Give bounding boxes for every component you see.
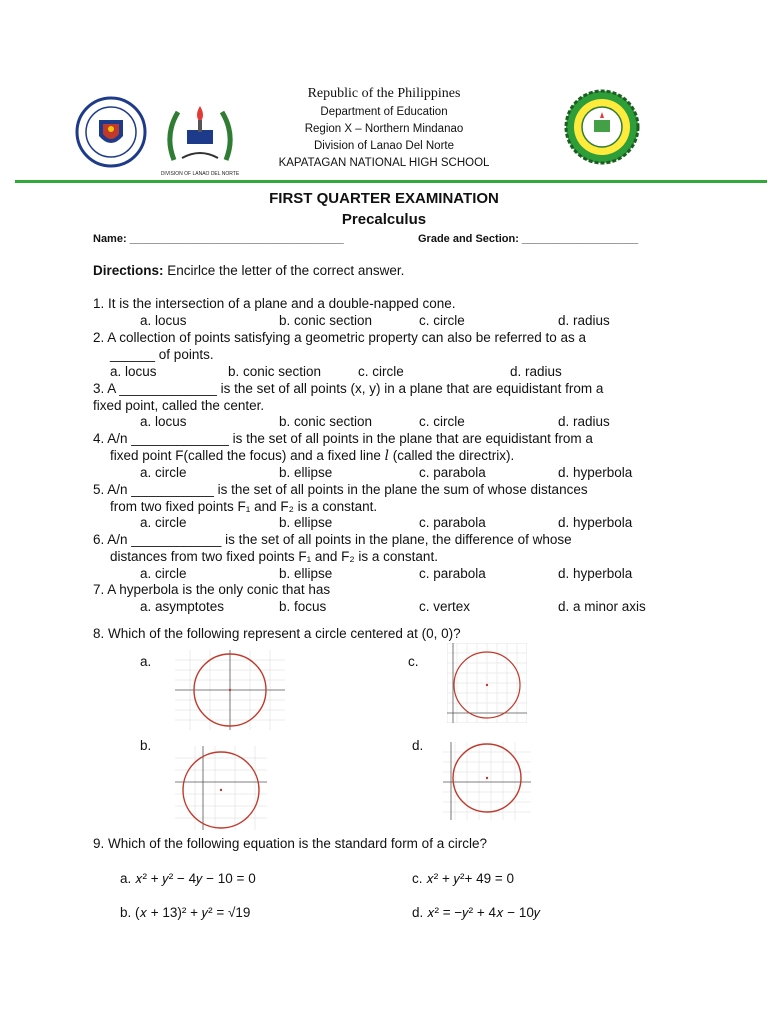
q7-choice-b[interactable]: b. focus xyxy=(279,599,327,614)
q1-choice-c[interactable]: c. circle xyxy=(419,313,465,328)
q8-choice-c[interactable]: c. xyxy=(408,654,419,669)
q8-graph-d[interactable] xyxy=(443,742,531,825)
q3-choice-b[interactable]: b. conic section xyxy=(279,414,373,429)
directions-text: Encirlce the letter of the correct answer. xyxy=(163,263,405,278)
q7-stem: 7. A hyperbola is the only conic that has xyxy=(93,582,331,597)
q5-choice-c[interactable]: c. parabola xyxy=(419,515,486,530)
q5-stem-line2: from two fixed points F₁ and F₂ is a constant. xyxy=(110,499,378,514)
q2-choice-a[interactable]: a. locus xyxy=(110,364,157,379)
q5-stem-line1: 5. A/n ___________ is the set of all points in the plane the sum of whose distances xyxy=(93,482,588,497)
q6-choice-a[interactable]: a. circle xyxy=(140,566,187,581)
grade-section-field[interactable]: Grade and Section: ___________________ xyxy=(418,233,639,245)
q5-choice-d[interactable]: d. hyperbola xyxy=(558,515,633,530)
q8-choice-d[interactable]: d. xyxy=(412,738,424,753)
q9-choice-b[interactable]: b. (𝑥 + 13)² + 𝑦² = √19 xyxy=(120,905,251,920)
q2-choice-b[interactable]: b. conic section xyxy=(228,364,322,379)
q9-stem: 9. Which of the following equation is the standard form of a circle? xyxy=(93,836,487,851)
q9-choice-a[interactable]: a. 𝑥² + 𝑦² − 4𝑦 − 10 = 0 xyxy=(120,871,256,886)
exam-subject: Precalculus xyxy=(341,211,427,228)
q4-choice-d[interactable]: d. hyperbola xyxy=(558,465,633,480)
q9-choice-d[interactable]: d. 𝑥² = −𝑦² + 4𝑥 − 10𝑦 xyxy=(412,905,541,920)
q1-choice-d[interactable]: d. radius xyxy=(558,313,610,328)
q4-choice-b[interactable]: b. ellipse xyxy=(279,465,333,480)
header-divider xyxy=(15,180,767,183)
q4-choice-c[interactable]: c. parabola xyxy=(419,465,486,480)
exam-title: FIRST QUARTER EXAMINATION xyxy=(269,190,499,207)
department-heading: Department of Education xyxy=(320,106,448,118)
q1-choice-a[interactable]: a. locus xyxy=(140,313,187,328)
q8-graph-c[interactable] xyxy=(447,643,527,728)
q6-choice-d[interactable]: d. hyperbola xyxy=(558,566,633,581)
q6-stem-line2: distances from two fixed points F₁ and F₂ is a constant. xyxy=(110,549,438,564)
q8-choice-b[interactable]: b. xyxy=(140,738,152,753)
division-heading: Division of Lanao Del Norte xyxy=(314,140,454,152)
q8-stem: 8. Which of the following represent a circle centered at (0, 0)? xyxy=(93,626,461,641)
q2-stem-line1: 2. A collection of points satisfying a geometric property can also be referred to as a xyxy=(93,330,587,345)
q7-choice-c[interactable]: c. vertex xyxy=(419,599,471,614)
q1-stem: 1. It is the intersection of a plane and a double-napped cone. xyxy=(93,296,456,311)
q2-choice-d[interactable]: d. radius xyxy=(510,364,562,379)
q5-choice-a[interactable]: a. circle xyxy=(140,515,187,530)
q2-stem-line2: ______ of points. xyxy=(110,347,214,362)
directions xyxy=(93,263,404,278)
q8-graph-a[interactable] xyxy=(175,650,285,735)
q3-choice-a[interactable]: a. locus xyxy=(140,414,187,429)
q1-choice-b[interactable]: b. conic section xyxy=(279,313,373,328)
q8-graph-b[interactable] xyxy=(175,746,267,835)
q4-stem-line1: 4. A/n _____________ is the set of all points in the plane that are equidistant from a xyxy=(93,431,593,446)
name-field[interactable]: Name: ___________________________________ xyxy=(93,233,344,245)
region-heading: Region X – Northern Mindanao xyxy=(304,123,464,135)
school-heading: KAPATAGAN NATIONAL HIGH SCHOOL xyxy=(278,157,490,169)
q3-choice-d[interactable]: d. radius xyxy=(558,414,610,429)
q4-stem-line2: fixed point F(called the focus) and a fixed line l (called the directrix). xyxy=(110,448,515,464)
q3-stem-line2: fixed point, called the center. xyxy=(93,398,265,413)
q3-stem-line1: 3. A _____________ is the set of all points (x, y) in a plane that are equidistant from a xyxy=(93,381,604,396)
q6-choice-b[interactable]: b. ellipse xyxy=(279,566,333,581)
q3-choice-c[interactable]: c. circle xyxy=(419,414,465,429)
q8-choice-a[interactable]: a. xyxy=(140,654,152,669)
svg-text:DIVISION OF LANAO DEL NORTE: DIVISION OF LANAO DEL NORTE xyxy=(160,171,240,177)
q2-choice-c[interactable]: c. circle xyxy=(358,364,404,379)
q7-choice-d[interactable]: d. a minor axis xyxy=(558,599,646,614)
directions-label: Directions: xyxy=(93,263,164,278)
republic-heading: Republic of the Philippines xyxy=(307,86,461,101)
q6-choice-c[interactable]: c. parabola xyxy=(419,566,486,581)
q9-choice-c[interactable]: c. 𝑥² + 𝑦²+ 49 = 0 xyxy=(412,871,514,886)
q5-choice-b[interactable]: b. ellipse xyxy=(279,515,333,530)
q7-choice-a[interactable]: a. asymptotes xyxy=(140,599,225,614)
q6-stem-line1: 6. A/n ____________ is the set of all points in the plane, the difference of whose xyxy=(93,532,572,547)
q4-choice-a[interactable]: a. circle xyxy=(140,465,187,480)
